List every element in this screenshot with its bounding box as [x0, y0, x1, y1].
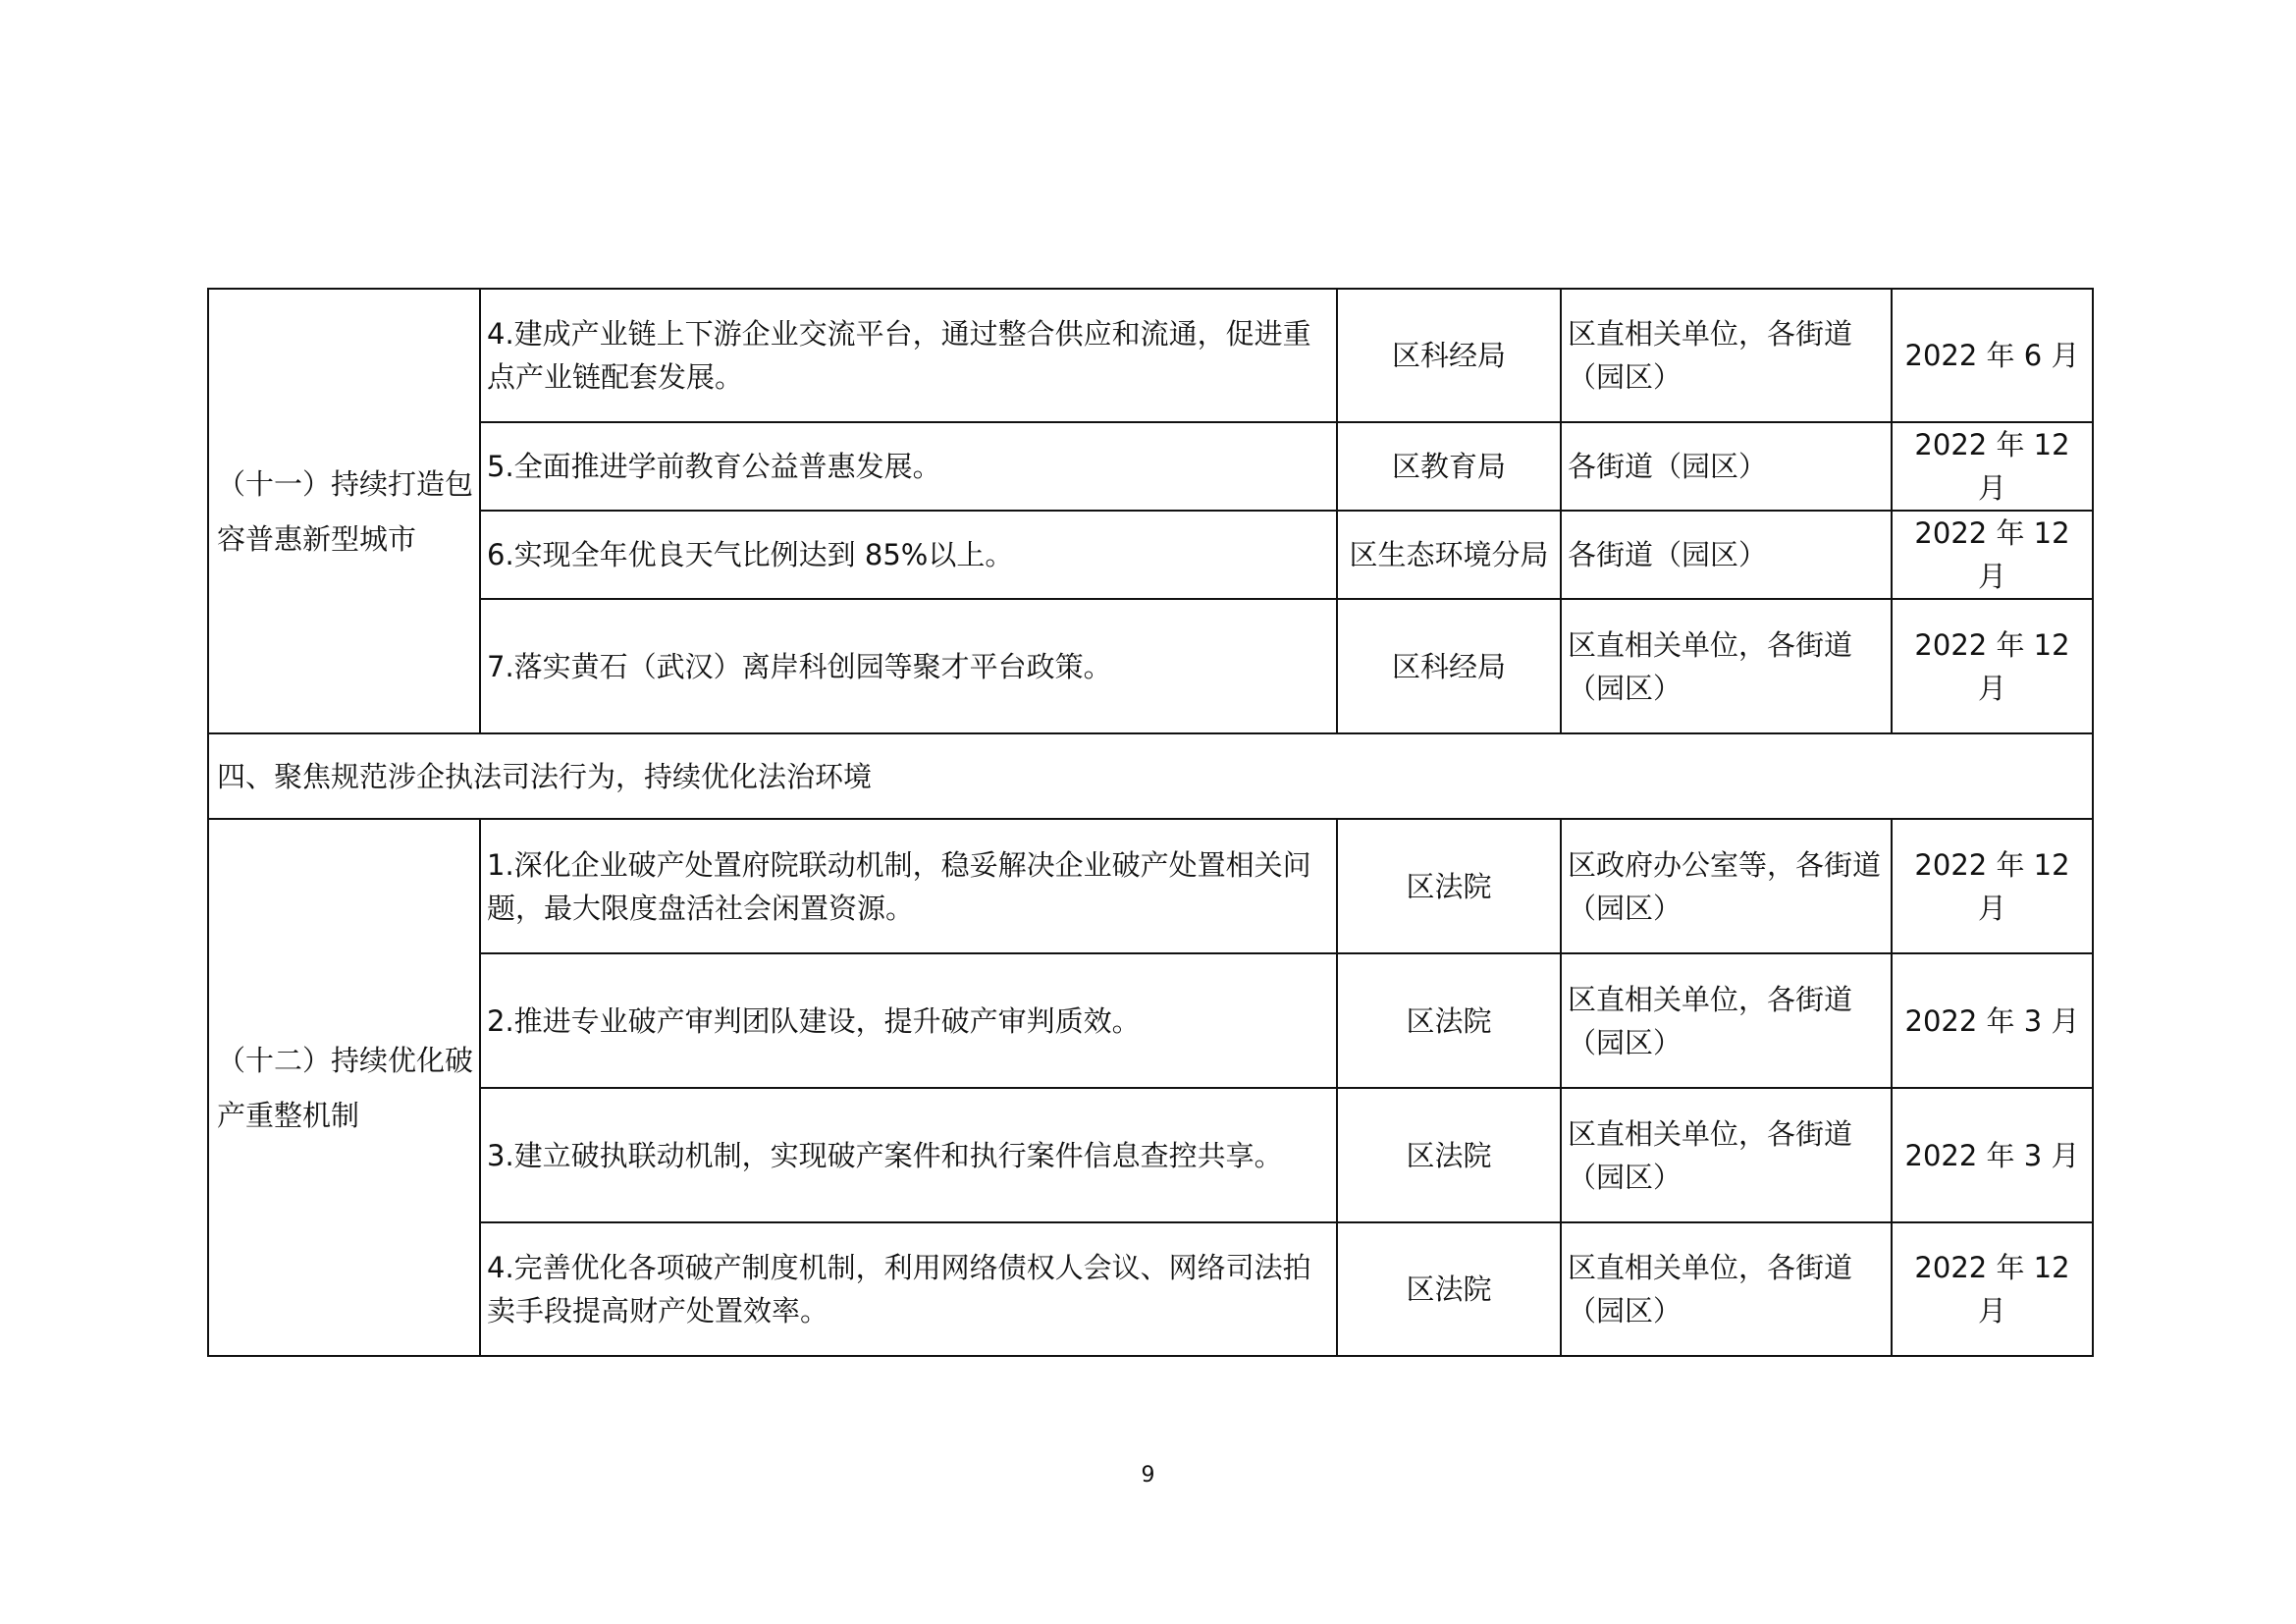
deadline-cell: 2022 年 3 月 [1892, 953, 2093, 1088]
task-cell: 2.推进专业破产审判团队建设，提升破产审判质效。 [480, 953, 1337, 1088]
section-row [208, 733, 2093, 819]
lead-unit-cell: 区法院 [1337, 1088, 1561, 1222]
coop-unit-cell: 区直相关单位，各街道（园区） [1561, 289, 1892, 422]
table-row [208, 1088, 2093, 1222]
task-table [207, 288, 2094, 1357]
deadline-cell: 2022 年 6 月 [1892, 289, 2093, 422]
coop-unit-cell: 各街道（园区） [1561, 511, 1892, 599]
table-row [208, 953, 2093, 1088]
coop-unit-cell: 区直相关单位，各街道（园区） [1561, 599, 1892, 733]
category-cell: （十一）持续打造包容普惠新型城市 [208, 289, 480, 733]
task-cell: 4.完善优化各项破产制度机制，利用网络债权人会议、网络司法拍卖手段提高财产处置效率。 [480, 1222, 1337, 1356]
lead-unit-cell: 区科经局 [1337, 289, 1561, 422]
deadline-cell: 2022 年 12 月 [1892, 511, 2093, 599]
section-heading: 四、聚焦规范涉企执法司法行为，持续优化法治环境 [208, 733, 2093, 819]
deadline-cell: 2022 年 12 月 [1892, 599, 2093, 733]
lead-unit-cell: 区科经局 [1337, 599, 1561, 733]
page-number: 9 [1141, 1463, 1155, 1488]
coop-unit-cell: 区直相关单位，各街道（园区） [1561, 953, 1892, 1088]
deadline-cell: 2022 年 12 月 [1892, 1222, 2093, 1356]
lead-unit-cell: 区法院 [1337, 819, 1561, 953]
deadline-cell: 2022 年 3 月 [1892, 1088, 2093, 1222]
task-cell: 1.深化企业破产处置府院联动机制，稳妥解决企业破产处置相关问题，最大限度盘活社会闲置资源。 [480, 819, 1337, 953]
deadline-cell: 2022 年 12 月 [1892, 422, 2093, 511]
deadline-cell: 2022 年 12 月 [1892, 819, 2093, 953]
table-row [208, 819, 2093, 953]
task-cell: 4.建成产业链上下游企业交流平台，通过整合供应和流通，促进重点产业链配套发展。 [480, 289, 1337, 422]
coop-unit-cell: 区直相关单位，各街道（园区） [1561, 1088, 1892, 1222]
lead-unit-cell: 区教育局 [1337, 422, 1561, 511]
lead-unit-cell: 区法院 [1337, 1222, 1561, 1356]
task-cell: 7.落实黄石（武汉）离岸科创园等聚才平台政策。 [480, 599, 1337, 733]
table-row [208, 422, 2093, 511]
lead-unit-cell: 区生态环境分局 [1337, 511, 1561, 599]
table-row [208, 289, 2093, 422]
table-row [208, 1222, 2093, 1356]
table-row [208, 599, 2093, 733]
coop-unit-cell: 区直相关单位，各街道（园区） [1561, 1222, 1892, 1356]
task-cell: 3.建立破执联动机制，实现破产案件和执行案件信息查控共享。 [480, 1088, 1337, 1222]
task-cell: 5.全面推进学前教育公益普惠发展。 [480, 422, 1337, 511]
lead-unit-cell: 区法院 [1337, 953, 1561, 1088]
coop-unit-cell: 各街道（园区） [1561, 422, 1892, 511]
task-cell: 6.实现全年优良天气比例达到 85%以上。 [480, 511, 1337, 599]
coop-unit-cell: 区政府办公室等，各街道（园区） [1561, 819, 1892, 953]
table-row [208, 511, 2093, 599]
category-cell: （十二）持续优化破产重整机制 [208, 819, 480, 1356]
